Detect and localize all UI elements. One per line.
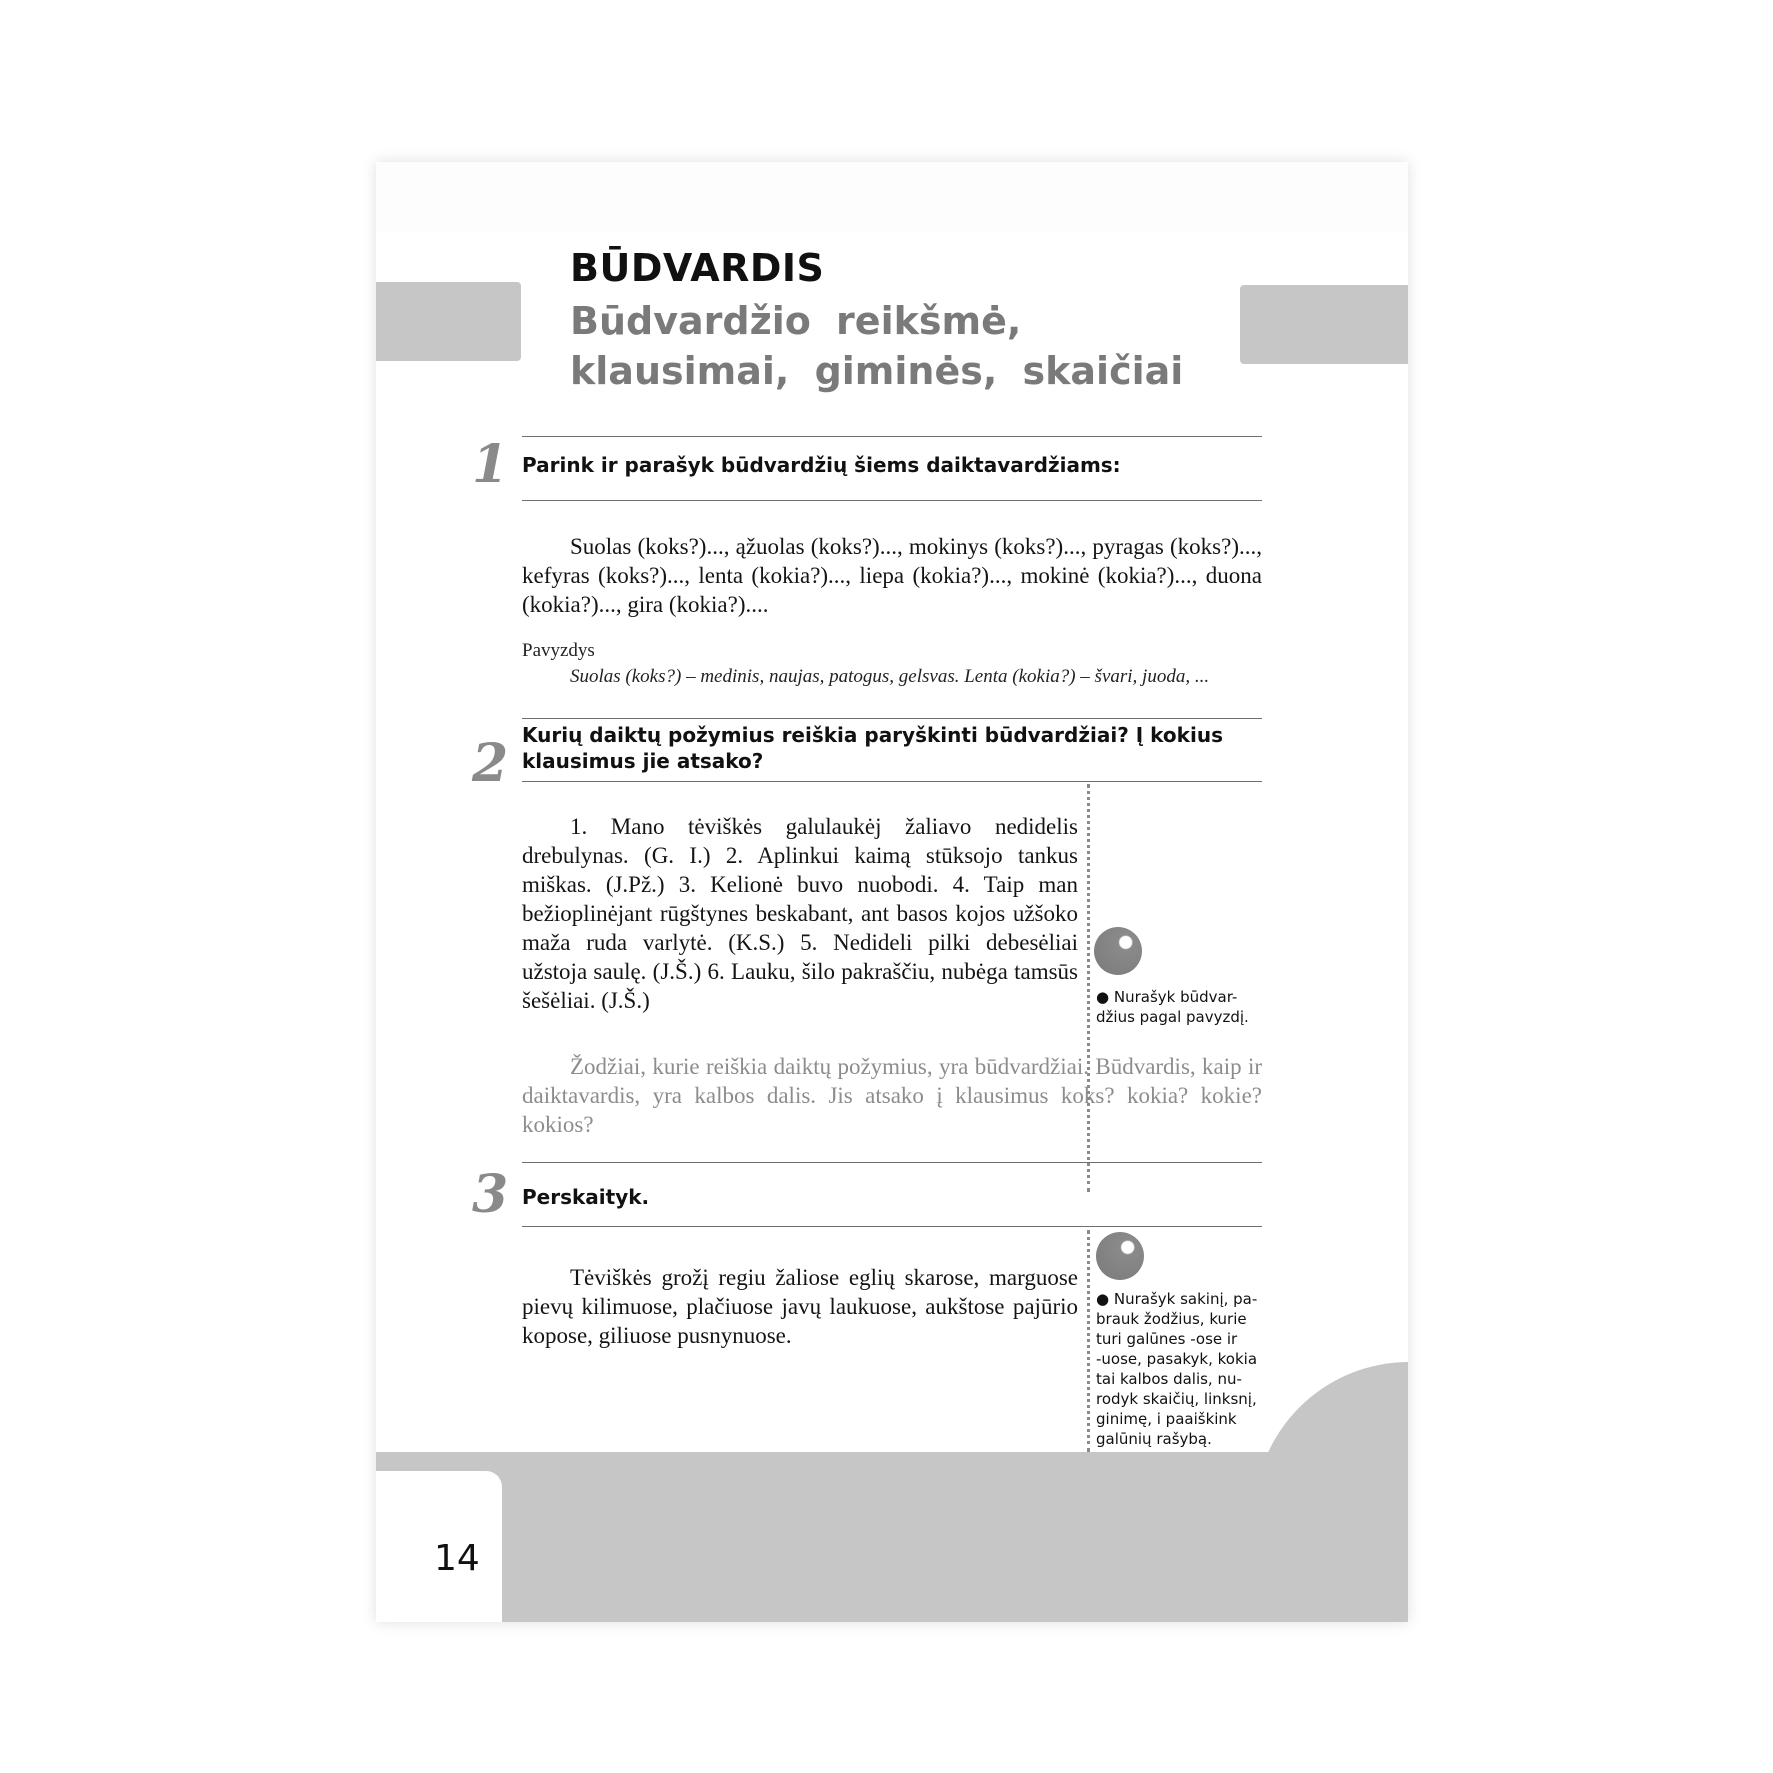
task3-side-note: ● Nurašyk sakinį, pa- brauk žodžius, kurie turi galūnes -ose ir -uose, pasakyk, kokia tai kalbos dalis, nu- rodyk skaičių, linksnį, ginimę, i paaiškink galūnių rašybą. <box>1096 1290 1258 1448</box>
task3-number: 3 <box>472 1164 509 1225</box>
task2-rule-bottom <box>522 781 1262 782</box>
task2-rule-top <box>522 718 1262 719</box>
task3-dotted-separator <box>1087 1230 1090 1452</box>
task3-instruction: Perskaityk. <box>522 1185 650 1209</box>
task3-rule-top <box>522 1162 1262 1163</box>
page-number: 14 <box>434 1538 480 1579</box>
task2-instruction: Kurių daiktų požymius reiškia paryškinti būdvardžiai? Į kokius klausimus jie atsako? <box>522 723 1223 773</box>
task1-rule-bottom <box>522 500 1262 501</box>
task1-text: Suolas (koks?)..., ąžuolas (koks?)..., mokinys (koks?)..., pyragas (koks?)..., kefyras (koks?)..., lenta (kokia?)..., liepa (kokia?)..., mokinė (kokia?)..., duona (kokia?)..., gira (kokia?).... <box>522 534 1262 617</box>
page-subtitle: Būdvardžio reikšmė, klausimai, giminės, skaičiai <box>570 299 1184 393</box>
task1-rule-top <box>522 436 1262 437</box>
task1-instruction: Parink ir parašyk būdvardžių šiems daiktavardžiams: <box>522 453 1121 477</box>
task2-rule-text: Žodžiai, kurie reiškia daiktų požymius, yra būdvardžiai. Būdvardis, kaip ir daiktavardis, yra kalbos dalis. Jis atsako į klausimus koks? kokia? kokie? kokios? <box>522 1054 1262 1137</box>
task2-side-note: ● Nurašyk būdvar- džius pagal pavyzdį. <box>1096 988 1249 1026</box>
task3-rule-bottom <box>522 1226 1262 1227</box>
header-tab-left <box>376 282 521 361</box>
task2-text: 1. Mano tėviškės galulaukėj žaliavo nedidelis drebulynas. (G. I.) 2. Aplinkui kaimą stūksojo tankus miškas. (J.Pž.) 3. Kelionė buvo nuobodi. 4. Taip man bežioplinėjant rūgštynes beskabant, ant basos kojos užšoko maža ruda varlytė. (K.S.) 5. Nedideli pilki debesėliai užstoja saulę. (J.Š.) 6. Lauku, šilo pakraščiu, nubėga tamsūs šešėliai. (J.Š.) <box>522 814 1078 1013</box>
top-band <box>376 162 1408 232</box>
task1-example-label: Pavyzdys <box>522 640 595 661</box>
header-tab-right <box>1240 285 1408 364</box>
bottom-band <box>376 1452 1408 1622</box>
page-title: BŪDVARDIS <box>570 246 825 290</box>
task1-example: Suolas (koks?) – medinis, naujas, patogus, gelsvas. Lenta (kokia?) – švari, juoda, ... <box>570 666 1210 687</box>
task2-number: 2 <box>472 733 509 794</box>
task3-text: Tėviškės grožį regiu žaliose eglių skarose, marguose pievų kilimuose, plačiuose javų laukuose, aukštose pajūrio kopose, giliuose pusnynuose. <box>522 1265 1078 1348</box>
textbook-page <box>376 162 1408 1622</box>
task1-number: 1 <box>472 434 509 495</box>
task2-bullet-ball-icon <box>1094 927 1142 975</box>
task3-bullet-ball-icon <box>1096 1232 1144 1280</box>
